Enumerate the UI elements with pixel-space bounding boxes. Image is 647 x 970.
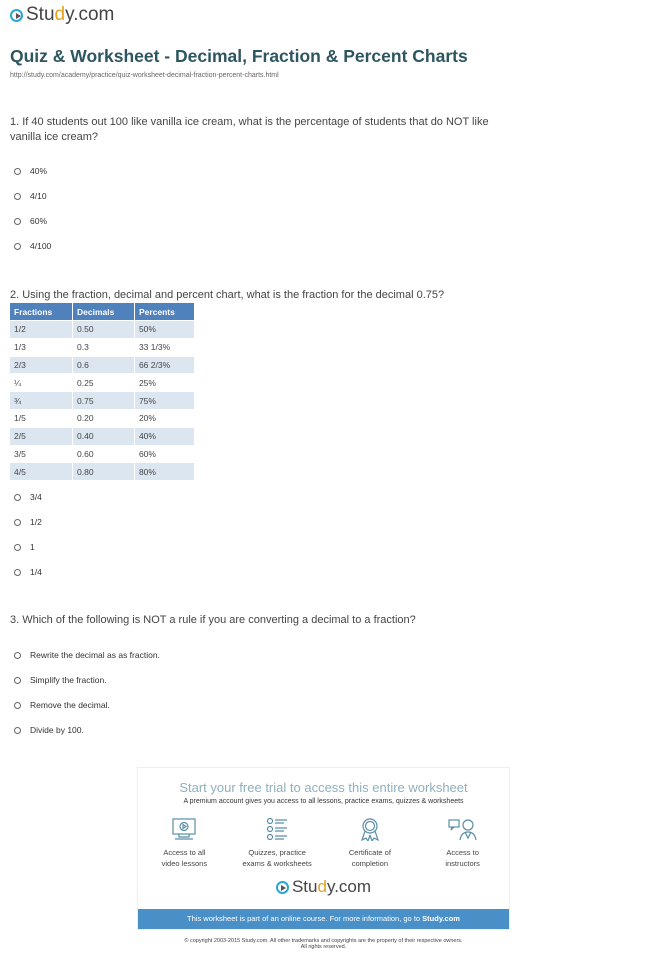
bar-text: This worksheet is part of an online course. For more information, go to: [187, 914, 423, 923]
list-icon: [264, 817, 290, 841]
table-cell: 40%: [134, 427, 194, 445]
table-cell: 0.50: [73, 321, 135, 339]
option-label: 3/4: [30, 492, 42, 502]
table-cell: 80%: [134, 463, 194, 480]
table-row: [10, 427, 195, 445]
option[interactable]: [14, 567, 42, 577]
table-cell: 0.80: [73, 463, 135, 480]
play-icon: [10, 9, 23, 22]
table-cell: 0.6: [73, 356, 135, 374]
table-cell: 25%: [134, 374, 194, 392]
table-cell: 2/5: [10, 427, 73, 445]
page-url: http://study.com/academy/practice/quiz-worksheet-decimal-fraction-percent-charts.html: [10, 72, 279, 79]
option-label: 1/2: [30, 517, 42, 527]
option[interactable]: [14, 166, 47, 176]
question-1: 1. If 40 students out 100 like vanilla ice cream, what is the percentage of students that do NOT like vanilla ice cream?: [10, 116, 489, 143]
table-cell: ¾: [10, 392, 73, 410]
video-icon: [171, 817, 197, 841]
table-cell: 60%: [134, 445, 194, 463]
option[interactable]: [14, 241, 51, 251]
option[interactable]: [14, 492, 42, 502]
table-cell: 0.3: [73, 338, 135, 356]
radio-icon[interactable]: [14, 193, 21, 200]
page-title: Quiz & Worksheet - Decimal, Fraction & Percent Charts: [10, 46, 468, 66]
table-row: [10, 338, 195, 356]
question-2: 2. Using the fraction, decimal and percent chart, what is the fraction for the decimal 0.75?: [10, 289, 445, 301]
feature-instructors: Access to instructors: [418, 817, 508, 869]
table-cell: 3/5: [10, 445, 73, 463]
table-cell: 2/3: [10, 356, 73, 374]
promo-title: Start your free trial to access this entire worksheet: [179, 780, 468, 795]
radio-icon[interactable]: [14, 243, 21, 250]
question-3: 3. Which of the following is NOT a rule if you are converting a decimal to a fraction?: [10, 614, 416, 626]
table-cell: 50%: [134, 321, 194, 339]
radio-icon[interactable]: [14, 519, 21, 526]
option-label: Divide by 100.: [30, 725, 84, 735]
column-header: Fractions: [10, 303, 73, 321]
table-cell: 1/3: [10, 338, 73, 356]
table-cell: 0.20: [73, 409, 135, 427]
option-label: 60%: [30, 216, 48, 226]
option[interactable]: [14, 517, 42, 527]
option[interactable]: [14, 191, 47, 201]
feature-video: Access to all video lessons: [139, 817, 229, 869]
table-cell: 1/2: [10, 321, 73, 339]
table-cell: 4/5: [10, 463, 73, 480]
table-row: [10, 409, 195, 427]
option[interactable]: [14, 725, 84, 735]
feature-certificate: Certificate of completion: [325, 817, 415, 869]
study-logo[interactable]: Stu d y.com: [10, 4, 114, 26]
option[interactable]: [14, 700, 110, 710]
table-cell: 75%: [134, 392, 194, 410]
certificate-icon: [357, 817, 383, 841]
option[interactable]: [14, 675, 107, 685]
conversion-table: [10, 303, 195, 480]
study-link[interactable]: Study.com: [422, 914, 460, 923]
option-label: Rewrite the decimal as as fraction.: [30, 650, 160, 660]
feature-quizzes: Quizzes, practice exams & worksheets: [232, 817, 322, 869]
option-label: 1: [30, 542, 35, 552]
course-info-bar: [138, 909, 509, 929]
option-label: 1/4: [30, 567, 42, 577]
table-cell: 0.25: [73, 374, 135, 392]
promo-subtitle: A premium account gives you access to all lessons, practice exams, quizzes & worksheets: [183, 798, 464, 805]
option-label: 4/10: [30, 191, 47, 201]
table-row: [10, 374, 195, 392]
table-cell: 20%: [134, 409, 194, 427]
table-cell: 0.60: [73, 445, 135, 463]
option-label: 4/100: [30, 241, 52, 251]
table-row: [10, 356, 195, 374]
option-label: 40%: [30, 166, 48, 176]
column-header: Percents: [134, 303, 194, 321]
option[interactable]: [14, 542, 35, 552]
radio-icon[interactable]: [14, 544, 21, 551]
play-icon: [276, 881, 289, 894]
radio-icon[interactable]: [14, 652, 21, 659]
radio-icon[interactable]: [14, 494, 21, 501]
radio-icon[interactable]: [14, 168, 21, 175]
radio-icon[interactable]: [14, 218, 21, 225]
copyright: © copyright 2003-2015 Study.com. All other trademarks and copyrights are the property of their respective owners. All rights reserved.: [184, 938, 463, 950]
table-row: [10, 392, 195, 410]
option-label: Remove the decimal.: [30, 700, 110, 710]
option-label: Simplify the fraction.: [30, 675, 107, 685]
instructor-icon: [448, 817, 478, 841]
option[interactable]: [14, 216, 47, 226]
table-cell: 33 1/3%: [134, 338, 194, 356]
radio-icon[interactable]: [14, 677, 21, 684]
table-cell: 1/5: [10, 409, 73, 427]
table-cell: 66 2/3%: [134, 356, 194, 374]
radio-icon[interactable]: [14, 569, 21, 576]
table-row: [10, 321, 195, 339]
table-row: [10, 463, 195, 480]
column-header: Decimals: [73, 303, 135, 321]
radio-icon[interactable]: [14, 702, 21, 709]
table-cell: 0.40: [73, 427, 135, 445]
free-trial-promo: [137, 767, 510, 930]
table-row: [10, 445, 195, 463]
promo-logo[interactable]: Stu d y.com: [138, 877, 509, 897]
table-cell: ¼: [10, 374, 73, 392]
table-cell: 0.75: [73, 392, 135, 410]
radio-icon[interactable]: [14, 727, 21, 734]
option[interactable]: [14, 650, 160, 660]
